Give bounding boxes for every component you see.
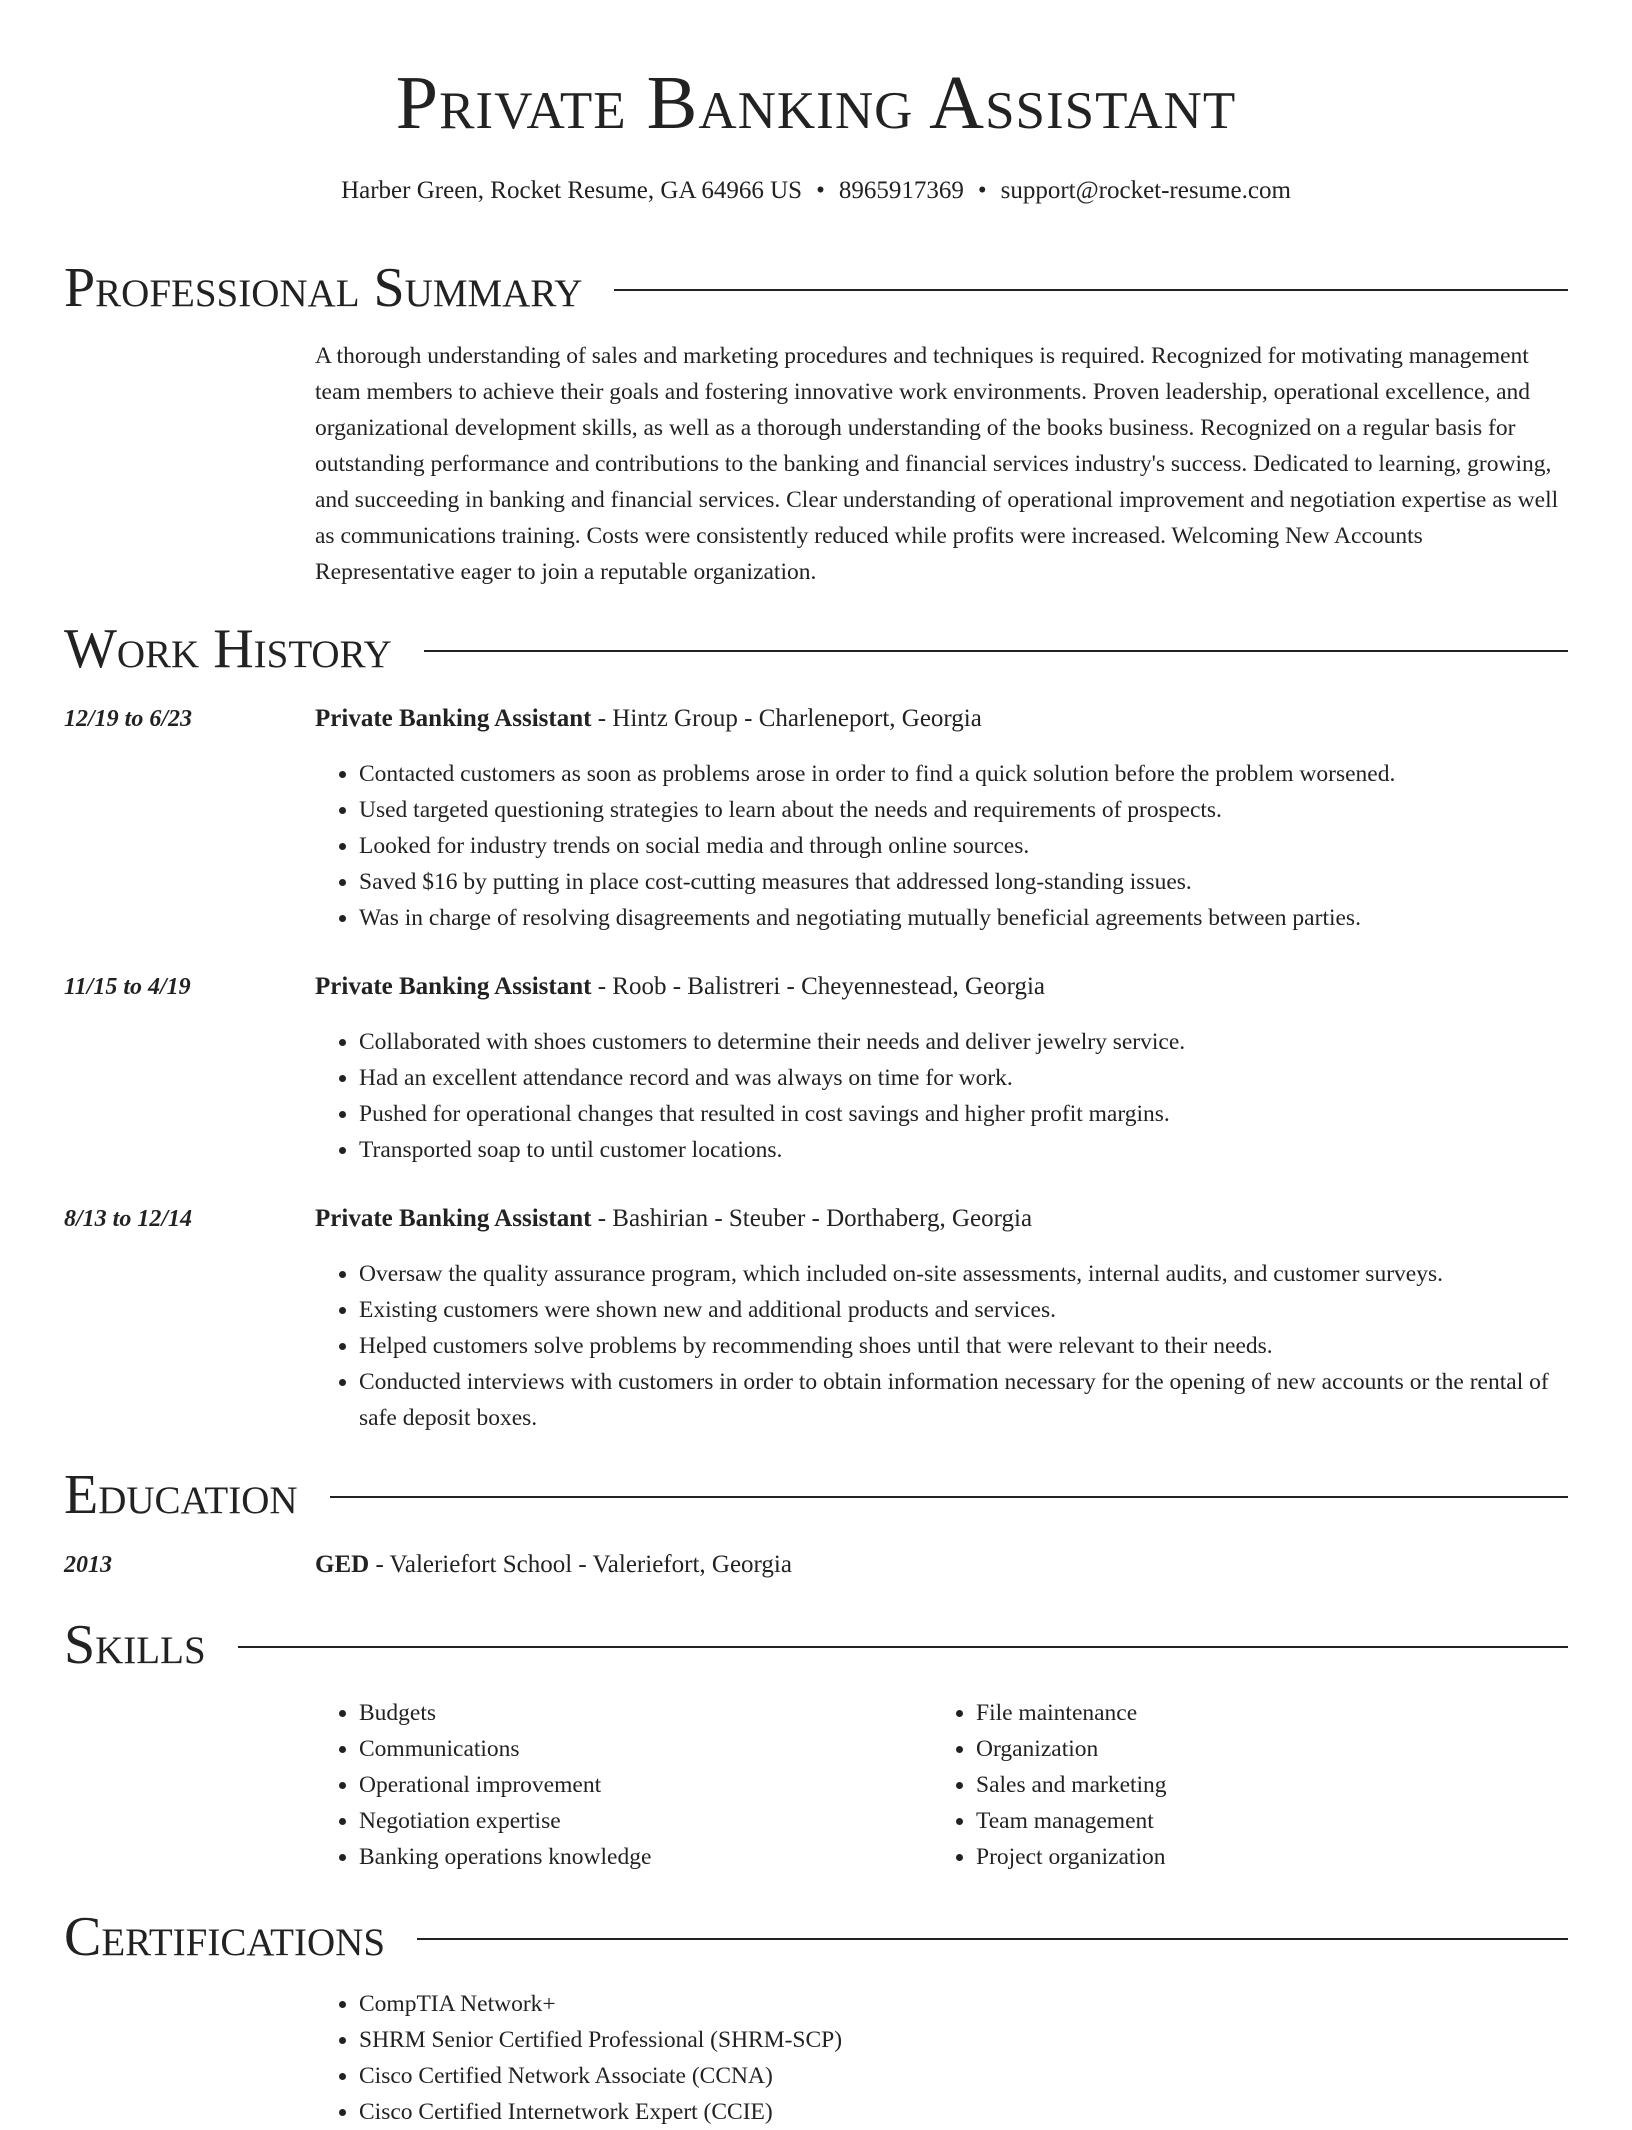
list-item: • Contacted customers as soon as problems arose in order to find a quick solution before the problem worsened. (359, 756, 1568, 792)
contact-line (0, 174, 1632, 208)
list-item: • Saved $16 by putting in place cost-cutting measures that addressed long-standing issues. (359, 864, 1568, 900)
job-heading (315, 702, 1568, 736)
contact-separator: • (977, 177, 987, 204)
list-item: • Operational improvement (359, 1767, 919, 1803)
skills-list-left (315, 1695, 919, 1875)
section-title: Work History (64, 618, 392, 680)
section-divider (417, 1938, 1568, 1940)
section-title: Skills (64, 1614, 206, 1676)
list-item: • CompTIA Network+ (359, 1986, 1568, 2022)
list-item: • Looked for industry trends on social media and through online sources. (359, 828, 1568, 864)
list-item: • Banking operations knowledge (359, 1839, 919, 1875)
section-title: Professional Summary (64, 257, 583, 319)
job-heading (315, 1202, 1568, 1236)
skills-list-right (932, 1695, 1536, 1875)
section-divider (330, 1496, 1568, 1498)
section-certifications-header (64, 1905, 1568, 1969)
job-details: - Bashirian - Steuber - Dorthaberg, Georgia (591, 1205, 1033, 1232)
job-dates: 11/15 to 4/19 (64, 974, 191, 1000)
section-work-header (64, 617, 1568, 681)
job-dates: 8/13 to 12/14 (64, 1206, 193, 1232)
list-item: • Negotiation expertise (359, 1803, 919, 1839)
list-item: • Project organization (976, 1839, 1536, 1875)
list-item: • Existing customers were shown new and additional products and services. (359, 1292, 1568, 1328)
list-item: • Conducted interviews with customers in order to obtain information necessary for the opening of new accounts or the rental of safe deposit boxes. (359, 1364, 1568, 1436)
section-skills-header (64, 1613, 1568, 1677)
education-degree: GED (315, 1551, 370, 1578)
section-title: Certifications (64, 1906, 386, 1968)
list-item: • Had an excellent attendance record and was always on time for work. (359, 1060, 1568, 1096)
list-item: • Cisco Certified Network Associate (CCNA) (359, 2058, 1568, 2094)
summary-text: A thorough understanding of sales and marketing procedures and techniques is required. Recognized for motivating management team members to achieve their goals and fostering innovative work environments. Proven leadership, operational excellence, and organizational development skills, as well as a thorough understanding of the books business. Recognized on a regular basis for outstanding performance and contributions to the banking and financial services industry's success. Dedicated to learning, growing, and succeeding in banking and financial services. Clear understanding of operational improvement and negotiation expertise as well as communications training. Costs were consistently reduced while profits were increased. Welcoming New Accounts Representative eager to join a reputable organization. (315, 343, 1559, 585)
job-bullets (315, 756, 1568, 936)
list-item: • Was in charge of resolving disagreements and negotiating mutually beneficial agreements between parties. (359, 900, 1568, 936)
list-item: • Used targeted questioning strategies to learn about the needs and requirements of prospects. (359, 792, 1568, 828)
education-details: - Valeriefort School - Valeriefort, Georgia (369, 1551, 792, 1578)
job-bullets (315, 1024, 1568, 1168)
job-bullets (315, 1256, 1568, 1436)
education-heading (315, 1548, 1568, 1582)
job-title: Private Banking Assistant (315, 705, 592, 732)
job-title: Private Banking Assistant (315, 973, 592, 1000)
list-item: • Helped customers solve problems by recommending shoes until that were relevant to their needs. (359, 1328, 1568, 1364)
contact-separator: • (816, 177, 825, 204)
section-education-header (64, 1463, 1568, 1527)
resume-name-title: Private Banking Assistant (395, 61, 1237, 145)
section-divider (614, 289, 1568, 291)
education-year: 2013 (64, 1552, 112, 1578)
job-title: Private Banking Assistant (315, 1205, 592, 1232)
job-details: - Roob - Balistreri - Cheyennestead, Georgia (591, 973, 1046, 1000)
list-item: • Pushed for operational changes that resulted in cost savings and higher profit margins. (359, 1096, 1568, 1132)
list-item: • Oversaw the quality assurance program, which included on-site assessments, internal audits, and customer surveys. (359, 1256, 1568, 1292)
contact-address: Harber Green, Rocket Resume, GA 64966 US (341, 177, 803, 204)
certifications-list (315, 1986, 1568, 2130)
list-item: • Budgets (359, 1695, 919, 1731)
list-item: • Team management (976, 1803, 1536, 1839)
list-item: • Communications (359, 1731, 919, 1767)
list-item: • Organization (976, 1731, 1536, 1767)
contact-email: support@rocket-resume.com (1000, 177, 1291, 204)
list-item: • Cisco Certified Internetwork Expert (CCIE) (359, 2094, 1568, 2130)
list-item: • Transported soap to until customer locations. (359, 1132, 1568, 1168)
list-item: • Sales and marketing (976, 1767, 1536, 1803)
list-item: • File maintenance (976, 1695, 1536, 1731)
section-divider (424, 650, 1568, 652)
list-item: • Collaborated with shoes customers to determine their needs and deliver jewelry service. (359, 1024, 1568, 1060)
job-dates: 12/19 to 6/23 (64, 706, 193, 732)
contact-phone: 8965917369 (838, 177, 964, 204)
section-title: Education (64, 1464, 298, 1526)
job-details: - Hintz Group - Charleneport, Georgia (591, 705, 982, 732)
job-heading (315, 970, 1568, 1004)
section-summary-header (64, 256, 1568, 320)
list-item: • SHRM Senior Certified Professional (SHRM-SCP) (359, 2022, 1568, 2058)
section-divider (238, 1646, 1568, 1648)
